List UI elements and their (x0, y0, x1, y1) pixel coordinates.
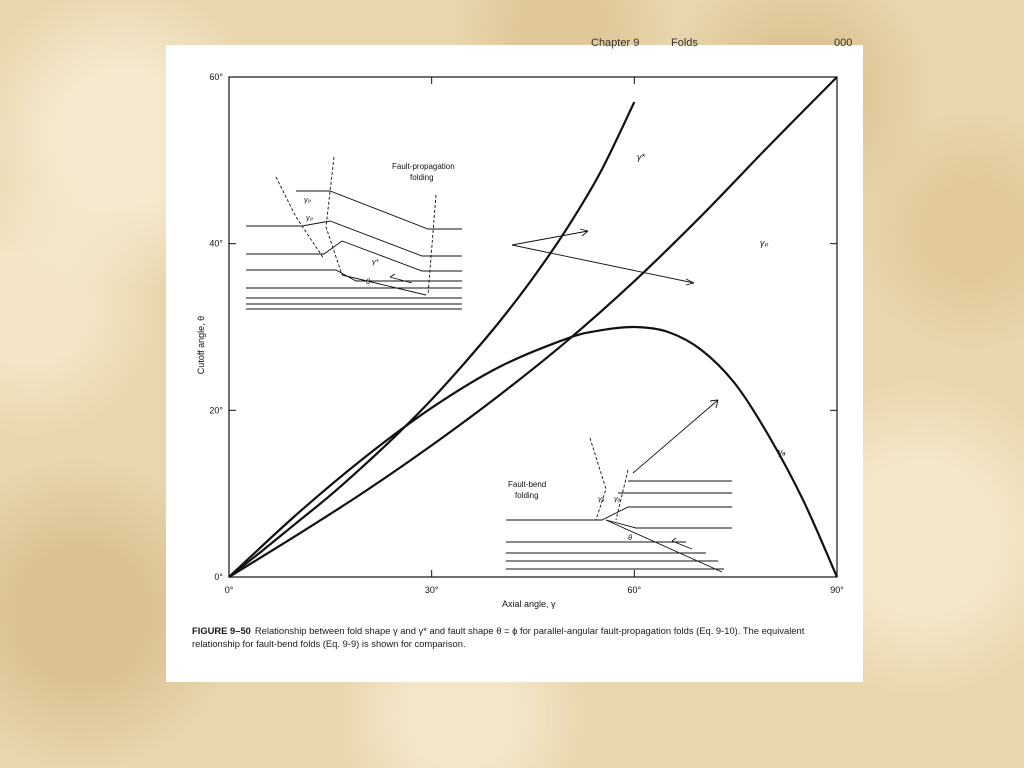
series-label-gamma-star: γ* (637, 152, 646, 162)
inset-propagation-symbol-theta: θ (366, 277, 371, 286)
x-tick-label: 0° (224, 585, 234, 595)
inset-fault-bend (506, 438, 732, 572)
y-axis-title: Cutoff angle, θ (196, 315, 206, 375)
textbook-page (166, 37, 863, 682)
inset-bend-axial-surface-1 (590, 438, 606, 520)
inset-propagation-title-line2: folding (410, 173, 434, 182)
running-header-page-number: 000 (834, 37, 853, 49)
inset-propagation-bed-1 (296, 191, 462, 229)
plot-border (229, 77, 837, 577)
inset-propagation-slip-arrow (390, 274, 412, 283)
x-tick-label: 60° (627, 585, 642, 595)
inset-bend-symbol-b: γₐ (614, 494, 621, 503)
leader-arrow-to-gamma-a (633, 400, 718, 473)
inset-bend-title-line2: folding (515, 491, 539, 500)
leader-arrow-to-gamma-star (512, 231, 588, 245)
y-tick-label: 60° (209, 72, 223, 82)
inset-propagation-axial-surface-1 (276, 177, 324, 259)
figure-chart (166, 45, 863, 625)
x-tick-label: 90° (830, 585, 844, 595)
inset-fault-propagation (246, 157, 462, 309)
inset-bend-title-line1: Fault-bend (508, 480, 547, 489)
inset-bend-bed-3 (556, 507, 732, 520)
axis-ticks (229, 77, 837, 577)
series-line-2 (229, 327, 837, 577)
y-tick-label: 40° (209, 238, 223, 249)
series-label-gamma-p: γₚ (760, 238, 769, 248)
plot-frame (229, 77, 837, 577)
caption-text: Relationship between fold shape γ and γ* and fault shape θ = ϕ for parallel-angular fault-propagation folds (Eq. 9-10). The equivalent relationship for fault-bend folds (Eq. 9-9) is shown for comparison. (192, 625, 805, 649)
inset-propagation-fault (342, 275, 426, 295)
y-tick-label: 20° (209, 405, 223, 416)
inset-propagation-axial-surface-2 (326, 157, 342, 275)
inset-propagation-symbol-c: γ* (372, 257, 379, 266)
inset-propagation-bed-2 (246, 221, 462, 256)
x-axis-title: Axial angle, γ (502, 599, 556, 609)
inset-bend-slip-arrow (672, 538, 692, 549)
running-header-section: Folds (671, 37, 698, 49)
figure-caption (192, 625, 842, 650)
series-group (229, 77, 837, 577)
inset-propagation-title-line1: Fault-propagation (392, 162, 455, 171)
x-tick-label: 30° (424, 585, 439, 595)
inset-propagation-symbol-b: γₚ (306, 213, 313, 222)
inset-bend-bed-4 (606, 520, 732, 528)
running-header-chapter: Chapter 9 (591, 37, 640, 49)
caption-label: FIGURE 9–50 (192, 625, 251, 636)
series-label-gamma-a: γₐ (778, 447, 786, 457)
y-tick-label: 0° (214, 572, 223, 582)
series-line-1 (229, 77, 837, 577)
inset-bend-symbol-a: γₐ (598, 494, 605, 503)
inset-propagation-symbol-a: γₚ (304, 195, 311, 204)
inset-bend-symbol-theta: θ (628, 533, 633, 542)
inset-propagation-axial-surface-3 (428, 195, 436, 295)
